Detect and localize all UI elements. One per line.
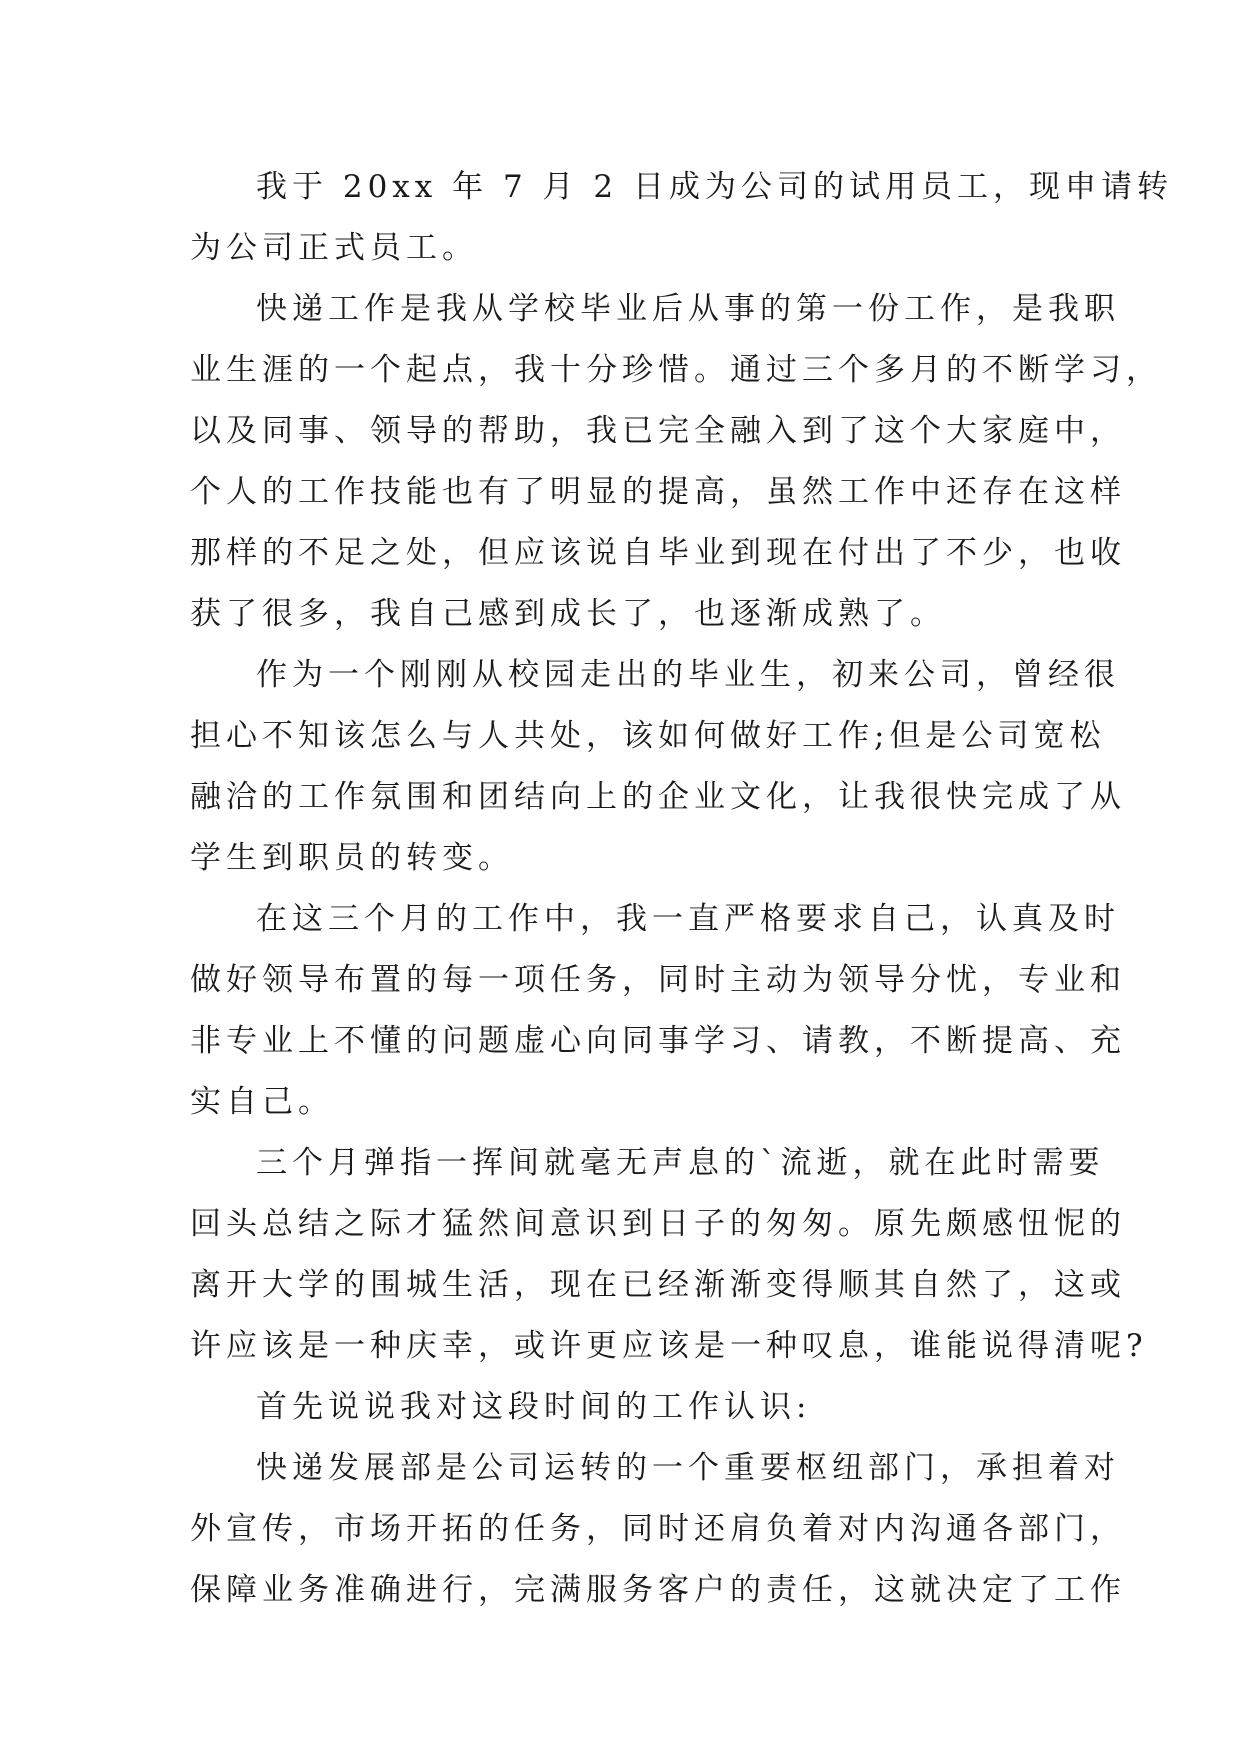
text-line: 那样的不足之处，但应该说自毕业到现在付出了不少，也收 [190,535,1126,571]
text-line: 个人的工作技能也有了明显的提高，虽然工作中还存在这样 [190,474,1126,510]
text-line: 为公司正式员工。 [190,230,478,266]
text-line: 外宣传，市场开拓的任务，同时还肩负着对内沟通各部门， [190,1511,1126,1547]
text-line: 以及同事、领导的帮助，我已完全融入到了这个大家庭中， [190,413,1126,449]
paragraph-work-understanding-heading [190,1377,1050,1438]
text-line: 我于 20xx 年 7 月 2 日成为公司的试用员工，现申请转 [256,169,1173,205]
text-line: 三个月弹指一挥间就毫无声息的`流逝，就在此时需要 [256,1145,1105,1181]
text-line: 快递发展部是公司运转的一个重要枢纽部门，承担着对 [256,1450,1120,1486]
text-line: 获了很多，我自己感到成长了，也逐渐成熟了。 [190,596,946,632]
text-line: 快递工作是我从学校毕业后从事的第一份工作，是我职 [256,291,1120,327]
text-line: 业生涯的一个起点，我十分珍惜。通过三个多月的不断学习， [190,352,1162,388]
document-body [190,157,1173,1621]
text-line: 离开大学的围城生活，现在已经渐渐变得顺其自然了，这或 [190,1267,1126,1303]
text-line: 实自己。 [190,1084,334,1120]
text-line: 作为一个刚刚从校园走出的毕业生，初来公司，曾经很 [256,657,1120,693]
text-line: 非专业上不懂的问题虚心向同事学习、请教，不断提高、充 [190,1023,1126,1059]
text-line: 做好领导布置的每一项任务，同时主动为领导分忧，专业和 [190,962,1126,998]
paragraph-department-role [190,1438,1126,1621]
text-line: 在这三个月的工作中，我一直严格要求自己，认真及时 [256,901,1120,937]
paragraph-reflection [190,1133,1148,1377]
paragraph-first-job [190,279,1162,645]
text-line: 首先说说我对这段时间的工作认识: [256,1389,812,1425]
paragraph-three-months-work [190,889,1126,1133]
text-line: 回头总结之际才猛然间意识到日子的匆匆。原先颇感忸怩的 [190,1206,1126,1242]
text-line: 许应该是一种庆幸，或许更应该是一种叹息，谁能说得清呢? [190,1328,1148,1364]
paragraph-probation-intro [190,157,1173,279]
text-line: 保障业务准确进行，完满服务客户的责任，这就决定了工作 [190,1572,1126,1608]
text-line: 融洽的工作氛围和团结向上的企业文化，让我很快完成了从 [190,779,1126,815]
paragraph-graduate-transition [190,645,1126,889]
text-line: 担心不知该怎么与人共处，该如何做好工作;但是公司宽松 [190,718,1106,754]
text-line: 学生到职员的转变。 [190,840,514,876]
